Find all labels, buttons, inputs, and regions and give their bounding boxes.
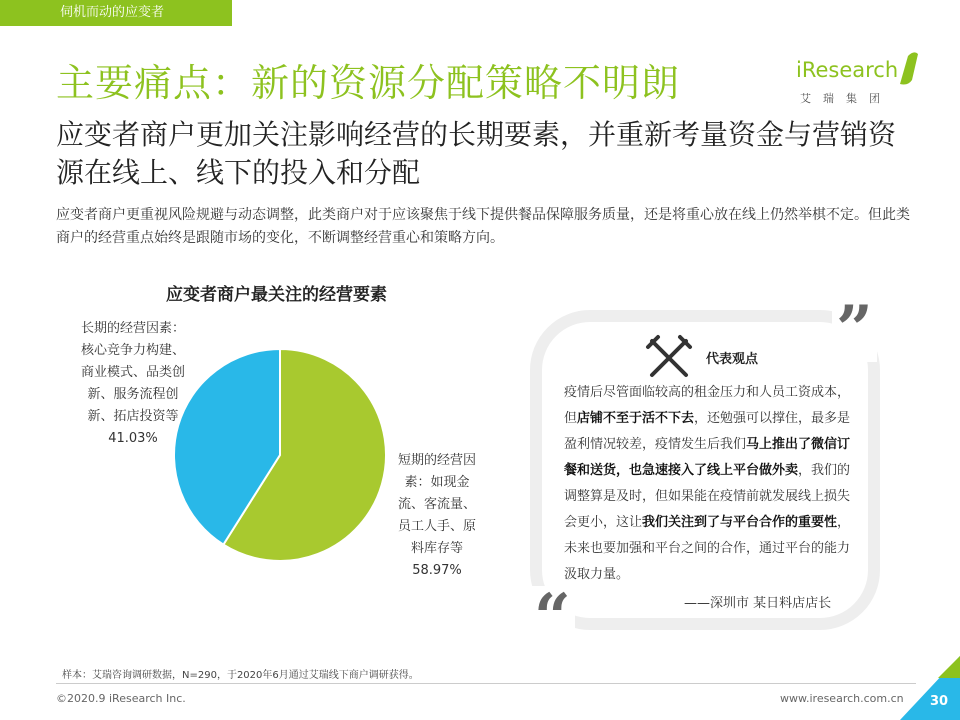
pie-label-short-term-text: 短期的经营因素：如现金流、客流量、员工人手、原料库存等 <box>397 453 476 556</box>
copyright: ©2020.9 iResearch Inc. <box>56 692 186 705</box>
page-number: 30 <box>930 694 949 709</box>
quote-segment: 疫情后尽管面临较高的租金压力和人员工资成本，但 <box>564 385 851 426</box>
footer-divider <box>56 683 916 684</box>
pie-label-long-term-value: 41.03% <box>108 431 158 446</box>
quote-title: 代表观点 <box>706 352 759 367</box>
pie-chart <box>160 340 400 570</box>
chart-title: 应变者商户最关注的经营要素 <box>166 285 387 305</box>
logo-subtitle: 艾瑞集团 <box>800 92 892 105</box>
source-footnote: 样本：艾瑞咨询调研数据，N=290，于2020年6月通过艾瑞线下商户调研获得。 <box>62 670 419 681</box>
pie-label-short-term <box>392 450 482 582</box>
quote-text <box>564 380 854 588</box>
pie-label-long-term <box>80 318 186 450</box>
quote-highlight: 店铺不至于活不下去 <box>577 411 695 426</box>
pie-label-short-term-value: 58.97% <box>412 563 462 578</box>
corner-decoration <box>900 656 960 720</box>
website-link[interactable]: www.iresearch.com.cn <box>780 692 904 705</box>
quote-attribution: ——深圳市 某日料店店长 <box>684 596 832 611</box>
quote-segment: ，还勉强可以撑住，最多是盈利情况较差，疫情发生后我们 <box>564 411 851 452</box>
open-quote-icon: “ <box>530 586 575 650</box>
iresearch-logo <box>790 50 920 110</box>
quote-segment: ，我们的调整算是及时，但如果能在疫情前就发展线上损失会更小，这让 <box>564 463 851 530</box>
close-quote-icon: ” <box>832 298 877 362</box>
page-title: 主要痛点：新的资源分配策略不明朗 <box>56 61 681 105</box>
quote-segment: ，未来也要加强和平台之间的合作，通过平台的能力汲取力量。 <box>564 515 851 582</box>
quote-highlight: 我们关注到了与平台合作的重要性 <box>642 515 838 530</box>
subtitle: 应变者商户更加关注影响经营的长期要素，并重新考量资金与营销资源在线上、线下的投入和分配 <box>56 118 897 189</box>
section-tab: 伺机而动的应变者 <box>0 0 232 26</box>
logo-word: iResearch <box>796 58 899 82</box>
quote-highlight: 马上推出了微信订餐和送货，也急速接入了线上平台做外卖 <box>564 437 851 478</box>
description: 应变者商户更重视风险规避与动态调整，此类商户对于应该聚焦于线下提供餐品保障服务质量，还是将重心放在线上仍然举棋不定。但此类商户的经营重点始终是跟随市场的变化，不断调整经营重心和策略方向。 <box>56 207 910 246</box>
fork-knife-icon <box>644 333 694 383</box>
pie-label-long-term-text: 长期的经营因素：核心竞争力构建、商业模式、品类创新、服务流程创新、拓店投资等 <box>80 321 185 424</box>
